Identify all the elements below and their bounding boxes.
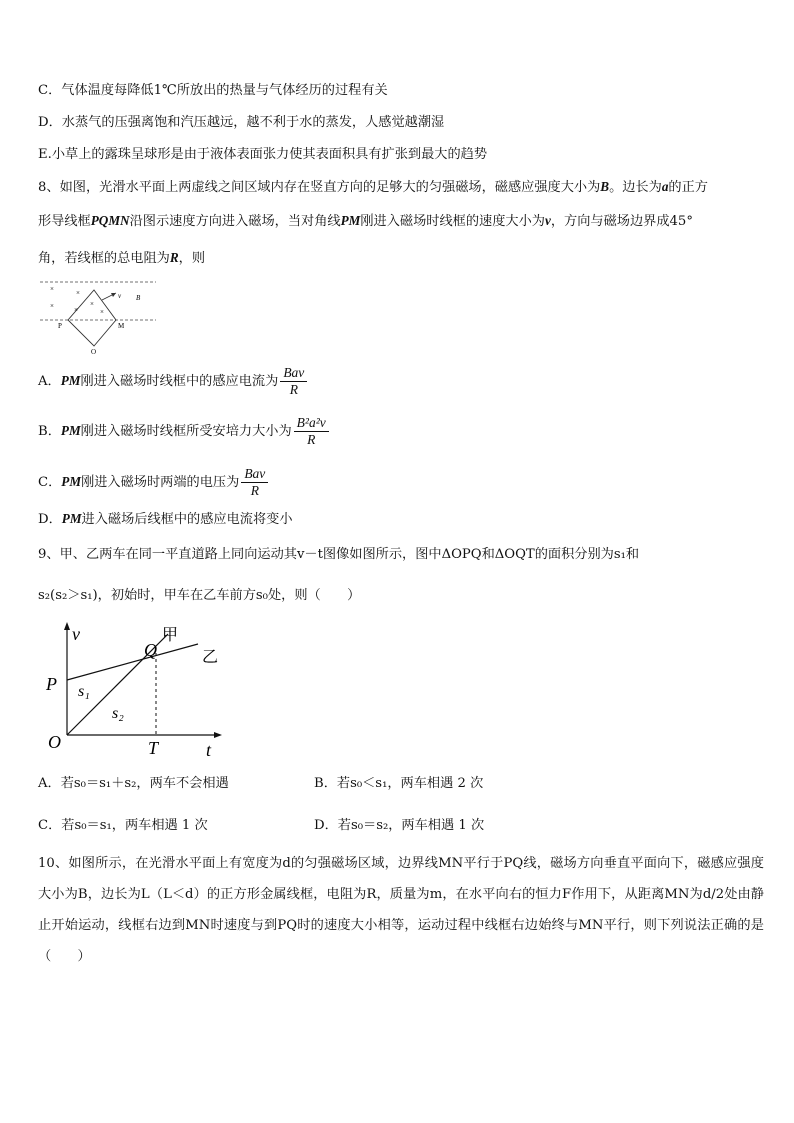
q8-var-pqmn: PQMN bbox=[90, 213, 130, 228]
fraction-denominator: R bbox=[289, 382, 298, 397]
q8-stem-line3 bbox=[38, 248, 764, 269]
option-text: 进入磁场后线框中的感应电流将变小 bbox=[81, 512, 293, 527]
area-s2-label: s₂ bbox=[112, 705, 124, 722]
v-axis-arrow bbox=[64, 622, 70, 630]
q8-stem-text: 沿图示速度方向进入磁场，当对角线 bbox=[129, 214, 341, 229]
fraction bbox=[280, 365, 307, 398]
q9-vt-graph bbox=[40, 620, 230, 760]
field-cross: × bbox=[50, 285, 54, 293]
q8-var-a: a bbox=[661, 179, 669, 194]
q9-stem-line2: s₂(s₂＞s₁)，初始时，甲车在乙车前方s₀处，则（ ） bbox=[38, 588, 361, 603]
t-axis-label: t bbox=[206, 740, 212, 760]
q8-figure bbox=[38, 276, 158, 356]
option-d-prev: D．水蒸气的压强离饱和汽压越远，越不利于水的蒸发，人感觉越潮湿 bbox=[38, 115, 445, 130]
q8-var-pm: PM bbox=[60, 373, 81, 388]
q8-var-pm: PM bbox=[61, 474, 82, 489]
q8-stem-text: 形导线框 bbox=[38, 214, 91, 229]
option-letter: C． bbox=[38, 475, 62, 490]
q8-var-pm: PM bbox=[340, 213, 361, 228]
fraction-numerator: Bav bbox=[280, 365, 307, 382]
t-axis-arrow bbox=[214, 732, 222, 738]
q8-option-c bbox=[38, 463, 764, 502]
q8-stem-text: 。边长为 bbox=[609, 180, 662, 195]
q8-var-pm: PM bbox=[60, 423, 81, 438]
fraction-denominator: R bbox=[250, 483, 259, 498]
q8-stem-text: 刚进入磁场时线框的速度大小为 bbox=[360, 214, 545, 229]
fraction-denominator: R bbox=[307, 432, 316, 447]
area-s1-label: s₁ bbox=[78, 683, 90, 700]
q8-var-v: v bbox=[545, 213, 551, 228]
field-cross: × bbox=[100, 308, 104, 316]
q8-stem-line1 bbox=[38, 177, 764, 198]
q8-option-b bbox=[38, 412, 764, 451]
option-c-prev: C．气体温度每降低1℃所放出的热量与气体经历的过程有关 bbox=[38, 83, 388, 98]
vertex-m-label: M bbox=[118, 322, 125, 330]
fraction-numerator: B²a²v bbox=[294, 415, 329, 432]
yi-label: 乙 bbox=[202, 649, 219, 666]
option-letter: A． bbox=[38, 374, 61, 389]
vertex-p-label: P bbox=[58, 322, 62, 330]
velocity-label: v bbox=[118, 292, 122, 300]
q9-option-c: C．若s₀＝s₁，两车相遇 1 次 bbox=[38, 818, 208, 833]
v-axis-label: v bbox=[72, 624, 80, 644]
q9-option-b: B．若s₀＜s₁，两车相遇 2 次 bbox=[314, 776, 484, 791]
q8-stem-text: 8、如图，光滑水平面上两虚线之间区域内存在竖直方向的足够大的匀强磁场，磁感应强度大小为 bbox=[38, 180, 601, 195]
field-label: B bbox=[136, 294, 141, 302]
field-cross: × bbox=[74, 306, 78, 314]
q9-stem-line1: 9、甲、乙两车在同一平直道路上同向运动其v－t图像如图所示，图中ΔOPQ和ΔOQT的面积分别为s₁和 bbox=[38, 547, 640, 562]
q8-stem-text: 角，若线框的总电阻为 bbox=[38, 251, 170, 266]
fraction bbox=[294, 415, 329, 448]
option-text: 刚进入磁场时线框中的感应电流为 bbox=[80, 374, 279, 389]
field-cross: × bbox=[76, 289, 80, 297]
q8-var-pm: PM bbox=[61, 511, 82, 526]
point-q-label: Q bbox=[144, 640, 157, 660]
q8-var-B: B bbox=[600, 179, 610, 194]
vertex-o-label: O bbox=[91, 348, 97, 356]
option-text: 刚进入磁场时线框所受安培力大小为 bbox=[80, 424, 292, 439]
q8-stem-text: 的正方 bbox=[668, 180, 708, 195]
field-cross: × bbox=[50, 302, 54, 310]
fraction bbox=[241, 466, 268, 499]
line-yi bbox=[67, 644, 198, 680]
option-letter: D． bbox=[38, 512, 62, 527]
option-letter: B． bbox=[38, 424, 61, 439]
point-t-label: T bbox=[148, 738, 159, 758]
fraction-numerator: Bav bbox=[241, 466, 268, 483]
option-e-prev: E.小草上的露珠呈球形是由于液体表面张力使其表面积具有扩张到最大的趋势 bbox=[38, 147, 488, 162]
point-p-label: P bbox=[46, 674, 57, 694]
q8-stem-line2 bbox=[38, 211, 764, 232]
q8-stem-text: ，则 bbox=[178, 251, 206, 266]
q9-option-d: D．若s₀＝s₂，两车相遇 1 次 bbox=[314, 818, 485, 833]
q10-stem: 10、如图所示，在光滑水平面上有宽度为d的匀强磁场区域，边界线MN平行于PQ线，磁场方向垂直平面向下，磁感应强度大小为B，边长为L（L＜d）的正方形金属线框，电阻为R，质量为m，在水平向右的恒力F作用下，从距离MN为d/2处由静止开始运动，线框右边到MN时速度与到PQ时的速度大小相等，运动过程中线框右边始终与MN平行，则下列说法正确的是（ ） bbox=[38, 856, 764, 964]
jia-label: 甲 bbox=[162, 627, 179, 644]
q8-var-R: R bbox=[169, 250, 179, 265]
q8-option-a bbox=[38, 362, 764, 401]
q9-option-a: A．若s₀＝s₁＋s₂，两车不会相遇 bbox=[38, 776, 229, 791]
field-cross: × bbox=[90, 300, 94, 308]
q8-option-d bbox=[38, 509, 764, 530]
origin-label: O bbox=[48, 732, 61, 752]
q8-stem-text: ，方向与磁场边界成45° bbox=[550, 214, 693, 229]
square-loop bbox=[68, 290, 116, 346]
option-text: 刚进入磁场时两端的电压为 bbox=[81, 475, 240, 490]
